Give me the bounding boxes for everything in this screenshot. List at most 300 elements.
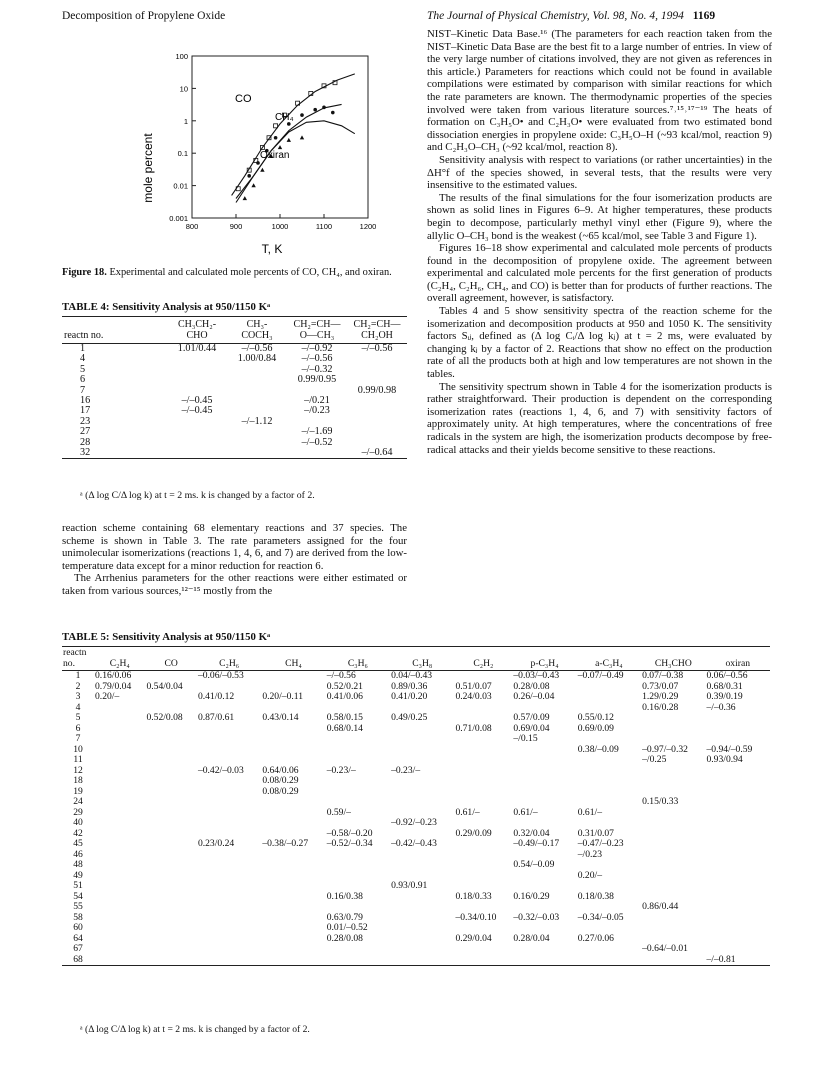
table5-header: a-C₃H₄ (595, 657, 623, 669)
table-cell: –0.49/–0.17 (513, 838, 560, 849)
table-cell (94, 734, 145, 745)
table-cell: 0.59/– (326, 806, 351, 818)
figure-caption-label: Figure 18. (62, 267, 107, 278)
table-cell: 0.15/0.33 (642, 796, 679, 807)
table-cell (454, 776, 512, 787)
table-cell (261, 902, 325, 913)
table-cell (94, 934, 145, 945)
table-cell (261, 755, 325, 766)
data-point (322, 106, 326, 110)
data-point (260, 168, 264, 172)
table-row (62, 766, 770, 777)
table-cell (705, 776, 770, 787)
table-cell (347, 417, 407, 427)
table-cell (390, 923, 454, 934)
reaction-number: 48 (73, 859, 83, 870)
table5-footnote: ᵃ (Δ log C/Δ log k) at t = 2 ms. k is changed by a factor of 2. (80, 1024, 310, 1035)
table-cell (577, 860, 641, 871)
table-cell (390, 955, 454, 966)
table-cell: 0.61/– (577, 806, 602, 818)
table-cell: 0.16/0.28 (642, 701, 679, 713)
table-cell: –/–1.12 (241, 415, 273, 427)
table-cell: 0.20/– (95, 691, 120, 702)
table-cell (577, 955, 641, 966)
table-cell (145, 692, 196, 703)
table-cell: –/–0.64 (361, 447, 393, 459)
table-cell: 0.68/0.14 (326, 722, 363, 734)
reaction-number: 11 (73, 754, 83, 765)
table-cell (197, 850, 261, 861)
table-cell (326, 955, 390, 966)
table-cell (454, 703, 512, 714)
table-cell (326, 734, 390, 745)
table-cell: –/–0.36 (706, 701, 736, 713)
reaction-number: 3 (75, 691, 81, 702)
reaction-number: 2 (75, 680, 81, 692)
table5-body (62, 671, 770, 966)
table-cell (641, 913, 705, 924)
table-cell (641, 829, 705, 840)
table-cell: –0.32/–0.03 (513, 911, 560, 923)
reaction-number: 12 (73, 764, 83, 776)
table-cell (261, 871, 325, 882)
table-cell (454, 923, 512, 934)
table-cell (577, 766, 641, 777)
paragraph: reaction scheme containing 68 elementary reactions and 37 species. The scheme is shown in Table 3. The rate parameters assigned for the four unimolecular isomerizations (reactions 1, 4, 6, and 7) are derived from the low-temperature data except for a minor reduction for reaction 6. (62, 522, 407, 572)
data-point (274, 136, 278, 140)
table-cell (577, 682, 641, 693)
table-cell (577, 787, 641, 798)
table4-header: CH₂=CH— O—CH₃ (293, 319, 341, 341)
table-cell (167, 375, 227, 385)
table-cell (326, 850, 390, 861)
table-cell: 0.39/0.19 (706, 691, 743, 702)
x-tick-label: 1100 (315, 222, 333, 231)
table-cell (454, 755, 512, 766)
table-cell (145, 745, 196, 756)
reaction-number: 64 (73, 932, 83, 944)
table-cell: 0.99/0.95 (297, 374, 337, 386)
table-cell (261, 734, 325, 745)
table-cell: –/–0.45 (181, 395, 213, 407)
table-cell (705, 902, 770, 913)
table-cell: 0.54/0.04 (146, 680, 183, 692)
table4 (62, 316, 407, 459)
table-cell: 0.28/0.04 (513, 932, 550, 944)
table-row (62, 944, 770, 955)
reaction-number: 29 (73, 806, 83, 818)
table5 (62, 646, 770, 966)
table-cell: –/–0.32 (301, 363, 333, 375)
figure-18-plot (140, 48, 380, 256)
reaction-number: 54 (73, 890, 83, 902)
table-row (62, 438, 407, 448)
figure-caption (62, 266, 407, 279)
table-cell (326, 860, 390, 871)
table-cell (577, 923, 641, 934)
reaction-number: 27 (80, 426, 91, 438)
table-cell (197, 745, 261, 756)
data-point (287, 138, 291, 142)
table-cell (512, 902, 576, 913)
table-cell: –/–0.92 (301, 343, 333, 354)
x-tick-label: 900 (229, 222, 243, 231)
table-cell (197, 776, 261, 787)
table-cell (197, 724, 261, 735)
table-cell (197, 755, 261, 766)
table-cell (454, 745, 512, 756)
table-row (62, 386, 407, 396)
table-row (62, 881, 770, 892)
table-cell (705, 944, 770, 955)
table-cell (512, 955, 576, 966)
table-cell: 0.29/0.04 (455, 932, 492, 944)
table-cell (512, 944, 576, 955)
journal-citation: The Journal of Physical Chemistry, Vol. 98, No. 4, 1994 (427, 10, 684, 22)
series-label-oxiran: Oxiran (260, 150, 290, 161)
x-axis-label: T, K (261, 242, 283, 256)
table-cell: –0.06/–0.53 (197, 670, 244, 681)
table-cell (454, 871, 512, 882)
reaction-number: 42 (73, 827, 83, 839)
table-cell: –0.23/– (326, 764, 356, 776)
table-cell (261, 797, 325, 808)
table-cell (454, 671, 512, 682)
table-cell (94, 871, 145, 882)
data-point (300, 113, 304, 117)
table-cell (512, 766, 576, 777)
table-cell (94, 860, 145, 871)
table-cell (577, 692, 641, 703)
plot-frame (192, 56, 368, 218)
table-cell: 0.26/–0.04 (513, 691, 555, 702)
table-cell: 0.54/–0.09 (513, 859, 555, 870)
table-cell (145, 829, 196, 840)
table-cell (197, 934, 261, 945)
paragraph: The results of the final simulations for the four isomerization products are shown as solid lines in Figures 6–9. At higher temperatures, these products begin to decompose, particularly methyl vinyl ether (Figure 9), where the allylic O–CH₃ bond is the weakest (~65 kcal/mol, see Table 3 and Figure 1). (427, 191, 772, 242)
y-tick-label: 0.01 (173, 181, 188, 191)
reaction-number: 7 (80, 384, 86, 396)
table-cell: 0.43/0.14 (262, 712, 299, 723)
right-column-text (427, 28, 772, 456)
table-cell (145, 776, 196, 787)
table-cell (705, 734, 770, 745)
table-cell (326, 871, 390, 882)
table-cell (287, 448, 347, 459)
table-row (62, 344, 407, 355)
table-cell (94, 713, 145, 724)
data-point (243, 196, 247, 200)
table-row (62, 375, 407, 385)
table-cell (94, 902, 145, 913)
table-cell: 0.89/0.36 (391, 680, 428, 692)
table-cell (641, 955, 705, 966)
y-tick-label: 1 (183, 116, 188, 126)
y-tick-label: 0.001 (169, 214, 188, 223)
table-cell: 0.61/– (513, 806, 538, 818)
table-cell (577, 944, 641, 955)
table-cell (94, 829, 145, 840)
table-cell (641, 734, 705, 745)
table-cell: 0.93/0.91 (391, 880, 428, 891)
reaction-number: 5 (80, 363, 86, 375)
table-cell (577, 755, 641, 766)
table-cell: –0.38/–0.27 (262, 838, 309, 849)
reaction-number: 60 (73, 922, 83, 933)
table-cell (577, 902, 641, 913)
table-cell: 0.41/0.06 (326, 691, 363, 702)
table-row (62, 776, 770, 787)
table-cell (145, 955, 196, 966)
table-cell (454, 734, 512, 745)
reaction-number: 45 (73, 838, 83, 849)
table-cell (94, 944, 145, 955)
table-cell (512, 871, 576, 882)
table-cell: 0.93/0.94 (706, 754, 743, 765)
table-cell (197, 955, 261, 966)
table-row (62, 860, 770, 871)
table-row (62, 850, 770, 861)
table-cell (705, 787, 770, 798)
table-cell (94, 755, 145, 766)
table-cell: –/–0.45 (181, 405, 213, 417)
table-cell (167, 427, 227, 437)
reaction-number: 19 (73, 785, 83, 797)
table-cell: 0.06/–0.56 (706, 670, 748, 681)
table-cell (390, 797, 454, 808)
table-cell: 0.79/0.04 (95, 680, 132, 692)
table-row (62, 396, 407, 406)
table-cell (641, 839, 705, 850)
table5-header-row (62, 647, 770, 671)
table-cell (326, 797, 390, 808)
table-cell (705, 839, 770, 850)
table-cell: –/–0.56 (301, 353, 333, 365)
table-cell: –0.42/–0.43 (391, 838, 437, 849)
table-cell (641, 881, 705, 892)
table-cell: –0.23/– (391, 764, 421, 776)
reaction-number: 49 (73, 869, 83, 881)
table-cell (145, 818, 196, 829)
table-row (62, 902, 770, 913)
table-cell (145, 839, 196, 850)
table-cell (641, 860, 705, 871)
table-cell (145, 892, 196, 903)
table-cell (94, 913, 145, 924)
table-cell: 0.31/0.07 (577, 827, 614, 839)
table-cell (641, 871, 705, 882)
table-cell: 1.00/0.84 (237, 353, 277, 365)
table-cell (390, 734, 454, 745)
table-cell (390, 902, 454, 913)
table-cell (145, 734, 196, 745)
reaction-number: 17 (80, 405, 91, 417)
table-cell (454, 797, 512, 808)
table-cell (145, 881, 196, 892)
table-cell (326, 776, 390, 787)
table-cell: 0.32/0.04 (513, 827, 550, 839)
table-cell (454, 850, 512, 861)
table-cell: 0.08/0.29 (262, 775, 299, 786)
left-column-text (62, 522, 407, 598)
table-cell: 0.16/0.38 (326, 890, 363, 902)
reaction-number: 16 (80, 395, 91, 407)
table-cell: 0.08/0.29 (262, 785, 299, 797)
paragraph: Tables 4 and 5 show sensitivity spectra of the reaction scheme for the isomerization and decomposition products at 950 and 1050 K. The sensitivity factors Sᵢⱼ, defined as (Δ log Cᵢ/Δ log kⱼ) at t = 2 ms, were evaluated by changing kⱼ by a factor of 2. Reactions that show no effect on the production rate of all the products both at high and low temperatures are not shown in the tables. (427, 305, 772, 381)
table-cell: 0.28/0.08 (513, 680, 550, 692)
table-cell (94, 839, 145, 850)
table-cell (145, 787, 196, 798)
table-cell (347, 406, 407, 416)
reaction-number: 10 (73, 743, 83, 755)
reaction-number: 24 (73, 796, 83, 807)
reaction-number: 67 (73, 943, 83, 954)
table-cell: –0.58/–0.20 (326, 827, 373, 839)
table-cell (705, 797, 770, 808)
table-cell (705, 871, 770, 882)
data-point (313, 108, 317, 112)
table-row (62, 354, 407, 364)
table-cell (94, 776, 145, 787)
table-cell (454, 881, 512, 892)
table-cell (705, 923, 770, 934)
table-cell (261, 944, 325, 955)
table4-header: CH₂=CH— CH₂OH (353, 319, 401, 341)
table5-header: C₂H₂ (473, 657, 494, 669)
table-cell (94, 850, 145, 861)
table-cell (347, 354, 407, 364)
table-cell (512, 923, 576, 934)
table-cell: 0.87/0.61 (197, 712, 235, 723)
table-cell (577, 776, 641, 787)
table-cell (227, 386, 287, 396)
reaction-number: 4 (75, 701, 81, 713)
table-cell (390, 787, 454, 798)
paragraph: The Arrhenius parameters for the other reactions were either estimated or taken from various sources,¹²⁻¹⁵ mostly from the (62, 572, 407, 597)
table-cell (167, 417, 227, 427)
table-cell (577, 734, 641, 745)
table-cell: –0.34/–0.05 (577, 911, 624, 923)
table-cell (167, 354, 227, 364)
table-cell (641, 724, 705, 735)
table-cell (94, 797, 145, 808)
table-cell: 0.55/0.12 (577, 712, 614, 723)
y-tick-label: 100 (175, 52, 188, 61)
table-cell: –0.42/–0.03 (197, 764, 244, 776)
table-cell: –0.52/–0.34 (326, 838, 373, 849)
table-cell (94, 818, 145, 829)
table-row (62, 818, 770, 829)
y-tick-label: 0.1 (177, 149, 188, 159)
reaction-number: 7 (75, 733, 81, 744)
table-cell (512, 881, 576, 892)
table-cell (641, 808, 705, 819)
table-cell (94, 892, 145, 903)
data-point (247, 174, 251, 178)
table-cell (390, 724, 454, 735)
table-cell (94, 703, 145, 714)
table-cell (261, 913, 325, 924)
table-row (62, 913, 770, 924)
table-cell (705, 713, 770, 724)
table-cell (390, 776, 454, 787)
table-cell (94, 787, 145, 798)
table-cell (227, 375, 287, 385)
table-cell: –0.92/–0.23 (391, 817, 437, 828)
table-cell: –0.97/–0.32 (642, 743, 688, 755)
table-cell: 0.38/–0.09 (577, 743, 619, 755)
reaction-number: 1 (75, 670, 81, 681)
table-cell: –/0.23 (577, 848, 602, 860)
table-cell (227, 427, 287, 437)
table4-header: CH₃CH₂- CHO (177, 319, 217, 341)
table-cell: 0.41/0.12 (197, 691, 235, 702)
table-cell: 0.07/–0.38 (642, 670, 684, 681)
table-cell: 0.24/0.03 (455, 691, 492, 702)
table-cell (512, 818, 576, 829)
table-row (62, 365, 407, 375)
table-cell: 0.16/0.06 (95, 670, 132, 681)
table-cell (227, 396, 287, 406)
table-row (62, 406, 407, 416)
plot-axes (169, 52, 376, 231)
table-cell (197, 881, 261, 892)
table-cell (326, 881, 390, 892)
table-cell (512, 776, 576, 787)
table5-header: C₂H₆ (219, 657, 240, 669)
series-label-ch4: CH₄ (275, 112, 294, 123)
table-cell: 0.64/0.06 (262, 764, 299, 776)
table-cell (705, 881, 770, 892)
table-cell (167, 448, 227, 459)
table-cell (261, 881, 325, 892)
table-cell (347, 396, 407, 406)
table-cell (197, 902, 261, 913)
table-cell (705, 850, 770, 861)
y-axis-label: mole percent (141, 133, 155, 203)
table-cell (145, 766, 196, 777)
reaction-number: 18 (73, 775, 83, 786)
table-cell: –0.47/–0.23 (577, 838, 624, 849)
table-cell (454, 839, 512, 850)
table-cell: –0.94/–0.59 (706, 743, 753, 755)
table-cell: 0.69/0.04 (513, 722, 550, 734)
table-cell (94, 923, 145, 934)
paragraph: The sensitivity spectrum shown in Table 4 for the isomerization products is rather straightforward. Their production is dependent on the corresponding isomerization rates (reactions 1, 4, 6, and 7) with sensitivity factors of approximately unity. At high temperatures, where the concentrations of free radicals in the system are high, the isomerization products decompose by free-radical attacks and their yields become sensitive to these reactions. (427, 380, 772, 456)
reaction-number: 40 (73, 817, 83, 828)
table-cell (641, 850, 705, 861)
table-cell (326, 944, 390, 955)
table-cell: 1.29/0.29 (642, 691, 679, 702)
table-cell (390, 755, 454, 766)
table4-caption: TABLE 4: Sensitivity Analysis at 950/1150 Kᵃ (62, 301, 271, 313)
table-cell (261, 892, 325, 903)
table-cell: 0.49/0.25 (391, 712, 428, 723)
table-cell: –0.64/–0.01 (642, 943, 688, 954)
table-cell: 0.69/0.09 (577, 722, 614, 734)
table-cell (390, 913, 454, 924)
table-cell: 0.61/– (455, 806, 480, 818)
table-cell (167, 438, 227, 448)
table-cell (454, 860, 512, 871)
table-cell (94, 955, 145, 966)
figure-caption-text: Experimental and calculated mole percents of CO, CH₄, and oxiran. (106, 267, 392, 278)
table-cell: 0.23/0.24 (197, 838, 235, 849)
table-cell (261, 808, 325, 819)
table5-header: C₂H₄ (109, 657, 130, 669)
y-tick-label: 10 (179, 84, 188, 94)
table-cell: –0.34/0.10 (455, 911, 497, 923)
